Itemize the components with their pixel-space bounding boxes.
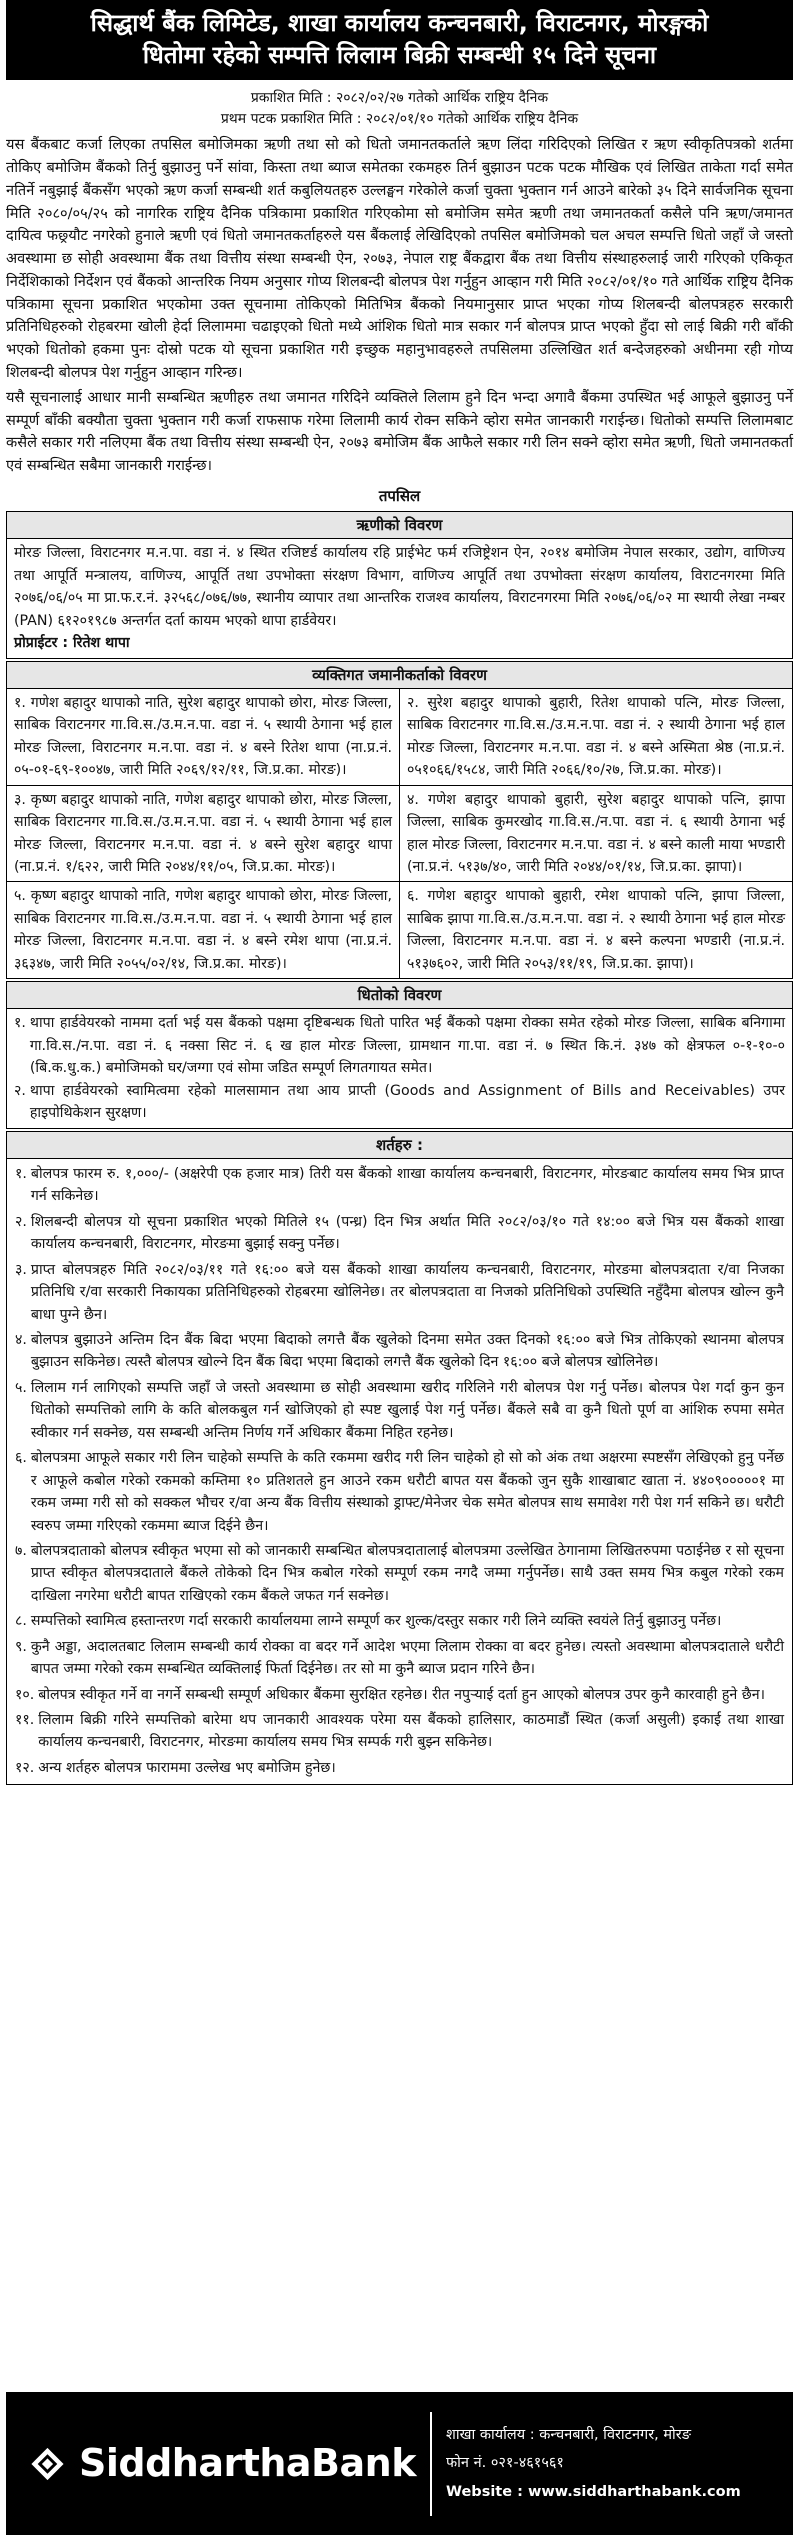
item-text: बोलपत्र बुझाउने अन्तिम दिन बैंक बिदा भएमा बिदाको लगत्तै बैंक खुलेको दिनमा समेत उक्त दिनको १६:०० बजे भित्र तोकिएको स्थानमा बोलपत्र बुझाउन सकिनेछ। त्यस्तै बोलपत्र खोल्ने दिन बैंक बिदा भएमा बिदाको लगत्तै बैंक खुलेको दिन १६:०० बजे बोलपत्र खोलिनेछ। (30, 1332, 784, 1371)
item-text: बोलपत्र स्वीकृत गर्ने वा नगर्ने सम्बन्धी सम्पूर्ण अधिकार बैंकमा सुरक्षित रहनेछ। रीत नपुऱ्याई दर्ता हुन आएको बोलपत्र उपर कुनै कारवाही हुने छैन। (38, 1686, 765, 1703)
item-number: ११. (15, 1712, 35, 1728)
item-number: ६. (15, 1450, 27, 1467)
website-link[interactable]: Website : www.siddharthabank.com (446, 2483, 741, 2500)
intro-paragraph-1: यस बैंकबाट कर्जा लिएका तपसिल बमोजिमका ऋणी तथा सो को धितो जमानतकर्ताले ऋण लिंदा गरिदिएको लिखित र ऋण स्वीकृतिपत्रको शर्तमा तोकिए बमोजिम बैंकको तिर्नु बुझाउनु पर्ने सांवा, किस्ता तथा ब्याज समेतका रकमहरु तिर्न बुझाउन पटक पटक मौखिक एवं लिखित ताकेता गर्दा समेत नतिर्ने नबुझाई बैंकसँग भएको ऋण कर्जा सम्बन्धी शर्त कबुलियतहरु उल्लङ्घन गरेकोले कर्जा चुक्ता भुक्तान गर्न आउने बारेको ३५ दिने सार्वजनिक सूचना मिति २०८०/०५/२५ को नागरिक राष्ट्रिय दैनिक पत्रिकामा प्रकाशित गरिएकोमा सो बमोजिम समेत ऋणी तथा जमानतकर्ता कसैले पनि ऋण/जमानत दायित्व फछ्र्यौट नगरेको हुनाले ऋणी एवं धितो जमानतकर्ताहरुले यस बैंकलाई लेखिदिएको तपसिल बमोजिमको चल अचल सम्पत्ति धितो जहाँ जे जस्तो अवस्थामा छ सोही अवस्थामा बैंक तथा वित्तीय संस्था सम्बन्धी ऐन, २०७३, नेपाल राष्ट्र बैंकद्वारा बैंक तथा वित्तीय संस्थाहरुलाई जारी गरिएको एकिकृत निर्देशिकाको निर्देशन एवं बैंकको आन्तरिक नियम अनुसार गोप्य शिलबन्दी बोलपत्र पेश गर्नुहुन आव्हान गरी मिति २०८२/०१/१० गते आर्थिक राष्ट्रिय दैनिक पत्रिकामा सूचना प्रकाशित भएकोमा उक्त सूचनामा तोकिएको मितिभित्र बैंकको नियमानुसार प्राप्त भएका गोप्य शिलबन्दी बोलपत्रहरु सरकारी प्रतिनिधिहरुको रोहबरमा खोली हेर्दा लिलाममा चढाइएको धितो मध्ये आंशिक धितो मात्र सकार गर्न बोलपत्र प्राप्त भएको हुँदा सो लाई बिक्री गरी बाँकी भएको धितोको हकमा पुनः दोस्रो पटक यो सूचना प्रकाशित गरी इच्छुक महानुभावहरुले तपसिलमा उल्लिखित शर्त बन्देजहरुको अधीनमा रही गोप्य शिलबन्दी बोलपत्र पेश गर्नुहुन आव्हान गरिन्छ। (6, 136, 793, 381)
item-text: बोलपत्रदाताको बोलपत्र स्वीकृत भएमा सो को जानकारी सम्बन्धित बोलपत्रदातालाई बोलपत्रमा उल्लेखित ठेगानामा लिखितरुपमा पठाईनेछ र सो सूचना प्राप्त स्वीकृत बोलपत्रदाताले बैंकले तोकेको दिन भित्र कबोल गरेको सम्पूर्ण रकम नगदै जम्मा गर्नुपर्नेछ। साथै उक्त समय भित्र कबुल गरेको रकम दाखिला नगरेमा धरौटी बापत राखिएको रकम बैंकले जफत गर्न सक्नेछ। (30, 1542, 784, 1604)
guarantor-heading: व्यक्तिगत जमानीकर्ताको विवरण (7, 661, 793, 688)
first-published-date: प्रथम पटक प्रकाशित मिति : २०८२/०१/१० गतेको आर्थिक राष्ट्रिय दैनिक (220, 111, 579, 128)
item-number: ३. (15, 1261, 27, 1278)
item-number: २. (14, 1082, 26, 1099)
bank-contact (446, 2421, 741, 2506)
details-heading: तपसिल (378, 486, 421, 505)
item-text: लिलाम बिक्री गरिने सम्पत्तिको बारेमा थप जानकारी आवश्यक परेमा यस बैंकको हालिसार, काठमाडौं स्थित (कर्जा असुली) इकाई तथा शाखा कार्यालय कन्चनबारी, विराटनगर, मोरङमा कार्यालय समय भित्र सम्पर्क गरी बुझ्न सकिनेछ। (38, 1712, 784, 1751)
item-text: प्राप्त बोलपत्रहरु मिति २०८२/०३/११ गते १६:०० बजे यस बैंकको शाखा कार्यालय कन्चनबारी, विराटनगर, मोरङमा बोलपत्रदाता र/वा निजका प्रतिनिधि र/वा सरकारी निकायका प्रतिनिधिहरुको रोहबरमा खोलिनेछ। तर बोलपत्रदाता वा निजको प्रतिनिधिको उपस्थिति नहुँदैमा बोलपत्र खोल्न कुनै बाधा पुग्ने छैन। (30, 1261, 784, 1323)
item-number: ४. (15, 1332, 27, 1348)
item-text: थापा हार्डवेयरको स्वामित्वमा रहेको मालसामान तथा आय प्राप्ती (Goods and Assignment of Bills and Receivables) उपर हाइपोथिकेशन सुरक्षण। (29, 1082, 785, 1122)
item-text: लिलाम गर्न लागिएको सम्पत्ति जहाँ जे जस्तो अवस्थामा छ सोही अवस्थामा खरीद गरिलिने गरी बोलपत्र पेश गर्नु पर्नेछ। बोलपत्र पेश गर्दा कुन कुन धितोको सम्पत्तिको लागि के कति बोलकबुल गर्न खोजिएको हो स्पष्ट खुलाई पेश गर्नु पर्नेछ। बैंकले सबै वा कुनै धितो पूर्ण वा आंशिक रुपमा समेत स्वीकार गर्न सक्नेछ, यस सम्बन्धी अन्तिम निर्णय गर्ने अधिकार बैंकमा निहित रहनेछ। (30, 1379, 784, 1441)
item-text: बोलपत्रमा आफूले सकार गरी लिन चाहेको सम्पत्ति के कति रकममा खरीद गरी लिन चाहेको हो सो को अंक तथा अक्षरमा स्पष्टसँग लेखिएको हुनु पर्नेछ र आफूले कबोल गरेको रकमको कम्तिमा १० प्रतिशतले हुन आउने रकम धरौटी बापत यस बैंकको जुन सुकै शाखाबाट खाता नं. ४४०९०००००१ मा रकम जम्मा गरी सो को सक्कल भौचर र/वा अन्य बैंक वित्तीय संस्थाको ड्राफ्ट/मेनेजर चेक समेत बोलपत्र साथ समावेश गरी पेश गर्न सकिने छ। धरौटी स्वरुप जम्मा गरिएको रकममा ब्याज दिईने छैन। (30, 1450, 784, 1534)
item-text: थापा हार्डवेयरको नाममा दर्ता भई यस बैंकको पक्षमा दृष्टिबन्धक धितो पारित भई बैंकको पक्षमा रोक्का समेत रहेको मोरङ जिल्ला, साबिक बनिगामा गा.वि.स./न.पा. वडा नं. ६ नक्सा सिट नं. ६ ख हाल मोरङ जिल्ला, ग्रामथान गा.पा. वडा नं. ७ स्थित कि.नं. ३४७ को क्षेत्रफल ०-१-१०-० (बि.क.धु.क.) बमोजिमको घर/जग्गा एवं सोमा जडित सम्पूर्ण लिगतगायत समेत। (29, 1015, 785, 1077)
condition-item (7, 1608, 792, 1633)
item-text: बोलपत्र फारम रु. १,०००/- (अक्षरेपी एक हजार मात्र) तिरी यस बैंकको शाखा कार्यालय कन्चनबारी, विराटनगर, मोरङबाट कार्यालय समय भित्र प्राप्त गर्न सकिनेछ। (30, 1165, 784, 1205)
item-number: ७. (15, 1542, 27, 1559)
borrower-text: मोरङ जिल्ला, विराटनगर म.न.पा. वडा नं. ४ स्थित रजिष्टर्ड कार्यालय रहि प्राईभेट फर्म रजिष्ट्रेशन ऐन, २०१४ बमोजिम नेपाल सरकार, उद्योग, वाणिज्य तथा आपूर्ति मन्त्रालय, वाणिज्य, आपूर्ति तथा उपभोक्ता संरक्षण विभाग, वाणिज्य आपूर्ति तथा उपभोक्ता संरक्षण कार्यालय, विराटनगरमा मिति २०७६/०६/०५ मा प्रा.फ.र.नं. ३२५६८/०७६/७७, स्थानीय व्यापार तथा आन्तरिक राजश्व कार्यालय, विराटनगरमा मिति २०७६/०६/०२ मा स्थायी लेखा नम्बर (PAN) ६१२०१९८७ अन्तर्गत दर्ता कायम भएको थापा हार्डवेयर। (14, 545, 785, 629)
guarantor-item: ६. गणेश बहादुर थापाको बुहारी, रमेश थापाको पत्नि, झापा जिल्ला, साबिक झापा गा.वि.स./उ.म.न.पा. वडा नं. २ स्थायी ठेगाना भई हाल मोरङ जिल्ला, विराटनगर म.न.पा. वडा नं. ४ बस्ने कल्पना भण्डारी (ना.प्र.नं. ५१३७६०२, जारी मिति २०५३/११/१९, जि.प्र.का. झापा)। (400, 882, 793, 979)
item-number: २. (15, 1213, 27, 1230)
proprietor-name: प्रोप्राईटर : रितेश थापा (14, 635, 130, 652)
condition-item (7, 1327, 792, 1375)
item-number: १०. (15, 1686, 35, 1703)
collateral-table (6, 981, 793, 1128)
title-line-2: धितोमा रहेको सम्पत्ति लिलाम बिक्री सम्बन्धी १५ दिने सूचना (142, 40, 657, 69)
conditions-heading: शर्तहरु : (7, 1131, 793, 1158)
collateral-heading: धितोको विवरण (7, 982, 793, 1009)
title-line-1: सिद्धार्थ बैंक लिमिटेड, शाखा कार्यालय कन्चनबारी, विराटनगर, मोरङ्गको (90, 9, 709, 37)
condition-item (7, 1707, 792, 1755)
guarantor-item: २. सुरेश बहादुर थापाको बुहारी, रितेश थापाको पत्नि, मोरङ जिल्ला, साबिक विराटनगर गा.वि.स./उ.म.न.पा. वडा नं. २ स्थायी ठेगाना भई हाल मोरङ जिल्ला, विराटनगर म.न.पा. वडा नं. ४ बस्ने अस्मिता श्रेष्ठ (ना.प्र.नं. ०५१०६६/१५८४, जारी मिति २०६६/१०/२७, जि.प्र.का. मोरङ)। (400, 688, 793, 785)
conditions-list (7, 1158, 793, 1784)
borrower-details (7, 539, 793, 658)
guarantor-item: ५. कृष्ण बहादुर थापाको नाति, गणेश बहादुर थापाको छोरा, मोरङ जिल्ला, साबिक विराटनगर गा.वि.स./उ.म.न.पा. वडा नं. ५ स्थायी ठेगाना भई हाल मोरङ जिल्ला, विराटनगर म.न.पा. वडा नं. ४ बस्ने रमेश थापा (ना.प्र.नं. ३६३४७, जारी मिति २०५५/०२/१४, जि.प्र.का. मोरङ)। (7, 882, 400, 979)
condition-item (7, 1755, 792, 1780)
notice-title (6, 0, 793, 80)
item-text: अन्य शर्तहरु बोलपत्र फाराममा उल्लेख भए बमोजिम हुनेछ। (38, 1759, 336, 1776)
guarantor-item: ४. गणेश बहादुर थापाको बुहारी, सुरेश बहादुर थापाको पत्नि, झापा जिल्ला, साबिक कुमरखोद गा.वि.स./न.पा. वडा नं. ६ स्थायी ठेगाना भई हाल मोरङ जिल्ला, विराटनगर म.न.पा. वडा नं. ४ बस्ने काली माया भण्डारी (ना.प्र.नं. ५१३७/४०, जारी मिति २०४४/०१/१४, जि.प्र.का. झापा)। (400, 785, 793, 882)
item-text: सम्पत्तिको स्वामित्व हस्तान्तरण गर्दा सरकारी कार्यालयमा लाग्ने सम्पूर्ण कर शुल्क/दस्तुर सकार गरी लिने व्यक्ति स्वयंले तिर्नु बुझाउनु पर्नेछ। (30, 1613, 722, 1630)
condition-item (7, 1445, 792, 1538)
condition-item (7, 1161, 792, 1209)
publication-dates (6, 88, 793, 130)
bank-brand-name: SiddharthaBank (78, 2440, 416, 2485)
guarantor-table (6, 661, 793, 980)
guarantor-item: ३. कृष्ण बहादुर थापाको नाति, गणेश बहादुर थापाको छोरा, मोरङ जिल्ला, साबिक विराटनगर गा.वि.स./उ.म.न.पा. वडा नं. ५ स्थायी ठेगाना भई हाल मोरङ जिल्ला, विराटनगर म.न.पा. वडा नं. ४ बस्ने सुरेश बहादुर थापा (ना.प्र.नं. १/६२२, जारी मिति २०४४/११/०५, जि.प्र.का. मोरङ)। (7, 785, 400, 882)
condition-item (7, 1375, 792, 1445)
intro-paragraph-2: यसै सूचनालाई आधार मानी सम्बन्धित ऋणीहरु तथा जमानत गरिदिने व्यक्तिले लिलाम हुने दिन भन्दा अगावै बैंकमा उपस्थित भई आफूले बुझाउनु पर्ने सम्पूर्ण बाँकी बक्यौता चुक्ता भुक्तान गरी कर्जा राफसाफ गरेमा लिलामी कार्य रोक्न सकिने व्होरा समेत जानकारी गराईन्छ। धितोको सम्पत्ति लिलामबाट कसैले सकार गरी नलिएमा बैंक तथा वित्तीय संस्था सम्बन्धी ऐन, २०७३ बमोजिम बैंक आफैले सकार गरी लिन सक्ने व्होरा समेत ऋणी, धितो जमानतकर्ता एवं सम्बन्धित सबैमा जानकारी गराईन्छ। (6, 388, 793, 475)
conditions-table (6, 1131, 793, 1786)
item-number: ९. (15, 1638, 27, 1655)
item-number: १. (15, 1165, 27, 1182)
phone-number: फोन नं. ०२१-४६१५६१ (446, 2455, 564, 2472)
borrower-heading: ऋणीको विवरण (7, 512, 793, 539)
siddhartha-logo-icon (30, 2424, 65, 2504)
item-number: ८. (15, 1613, 27, 1630)
item-number: ५. (15, 1379, 27, 1396)
condition-item (7, 1257, 792, 1327)
branch-address: शाखा कार्यालय : कन्चनबारी, विराटनगर, मोरङ (446, 2427, 691, 2444)
collateral-details (7, 1009, 793, 1128)
item-number: १२. (15, 1759, 35, 1776)
item-text: कुनै अड्डा, अदालतबाट लिलाम सम्बन्धी कार्य रोक्का वा बदर गर्ने आदेश भएमा लिलाम रोक्का वा बदर हुनेछ। त्यस्तो अवस्थामा बोलपत्रदाताले धरौटी बापत जम्मा गरेको रकम सम्बन्धित व्यक्तिलाई फिर्ता दिईनेछ। तर सो मा कुनै ब्याज प्रदान गरिने छैन। (30, 1638, 784, 1678)
condition-item (7, 1634, 792, 1682)
borrower-table (6, 511, 793, 658)
condition-item (7, 1682, 792, 1707)
guarantor-item: १. गणेश बहादुर थापाको नाति, सुरेश बहादुर थापाको छोरा, मोरङ जिल्ला, साबिक विराटनगर गा.वि.स./उ.म.न.पा. वडा नं. ५ स्थायी ठेगाना भई हाल मोरङ जिल्ला, विराटनगर म.न.पा. वडा नं. ४ बस्ने रितेश थापा (ना.प्र.नं. ०५-०१-६९-१००४७, जारी मिति २०६९/१२/११, जि.प्र.का. मोरङ)। (7, 688, 400, 785)
bank-logo (6, 2424, 416, 2504)
bank-footer (6, 2392, 793, 2535)
condition-item (7, 1538, 792, 1608)
published-date: प्रकाशित मिति : २०८२/०२/२७ गतेको आर्थिक राष्ट्रिय दैनिक (250, 90, 549, 107)
collateral-item (14, 1012, 785, 1079)
item-text: शिलबन्दी बोलपत्र यो सूचना प्रकाशित भएको मितिले १५ (पन्ध्र) दिन भित्र अर्थात मिति २०८२/०३/१० गते १४:०० बजे भित्र यस बैंकको शाखा कार्यालय कन्चनबारी, विराटनगर, मोरङमा बुझाई सक्नु पर्नेछ। (30, 1213, 784, 1253)
intro-text (6, 134, 793, 477)
condition-item (7, 1209, 792, 1257)
item-number: १. (14, 1015, 26, 1032)
collateral-item (14, 1080, 785, 1125)
footer-divider (430, 2412, 432, 2516)
